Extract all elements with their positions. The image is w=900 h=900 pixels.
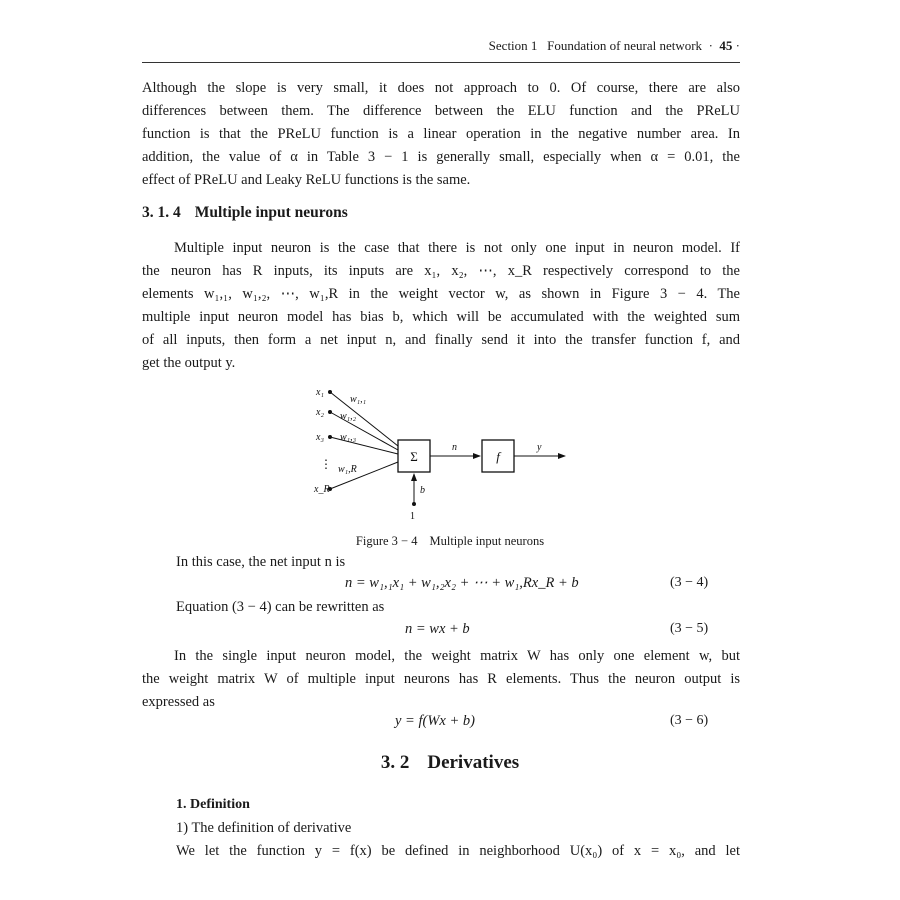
text-rewritten: Equation (3 − 4) can be rewritten as [176, 599, 385, 615]
text-line: Multiple input neuron is the case that there is not only one input in neuron model. If [174, 240, 740, 256]
input-label-x1: x₁ [316, 387, 324, 398]
page-number: 45 [719, 38, 733, 53]
text-line: get the output y. [142, 355, 236, 371]
equation-3-4: n = w₁,₁x₁ + w₁,₂x₂ + ⋯ + w₁,Rx_R + b [345, 575, 579, 591]
text-line: multiple input neuron model has bias b, which will be accumulated with the weighted sum [142, 309, 740, 325]
figure-caption-label: Figure 3 − 4 [355, 534, 418, 548]
input-label-x3: x₃ [316, 432, 324, 443]
section-heading [0, 752, 900, 774]
header-chapter-title: Foundation of neural network [547, 38, 703, 53]
header-rule [142, 62, 740, 63]
weight-label: w₁,R [338, 464, 357, 475]
definition-heading: 1. Definition [176, 797, 250, 812]
text-line: effect of PReLU and Leaky ReLU functions is the same. [142, 172, 471, 188]
weight-label: w₁,₃ [340, 432, 357, 443]
figure-caption [0, 534, 900, 549]
header-section: Section 1 [488, 38, 538, 53]
equation-3-5: n = wx + b [405, 621, 470, 637]
output-label: y [537, 442, 542, 453]
definition-subheading: 1) The definition of derivative [176, 820, 352, 836]
text-line: addition, the value of α in Table 3 − 1 is generally small, especially when α = 0.01, the [142, 149, 740, 165]
text-line: the neuron has R inputs, its inputs are x₁, x₂, ⋯, x_R respectively correspond to the [142, 263, 740, 279]
text-line: elements w₁,₁, w₁,₂, ⋯, w₁,R in the weight vector w, as shown in Figure 3 − 4. The [142, 286, 740, 302]
section-title: Derivatives [427, 752, 520, 773]
equation-number: (3 − 4) [670, 575, 709, 590]
section-number: 3. 2 [380, 752, 410, 773]
weight-label: w₁,₂ [340, 411, 357, 422]
subsection-title: Multiple input neurons [194, 204, 348, 221]
input-label-xr: x_R [314, 484, 330, 495]
text-net-input: In this case, the net input n is [176, 554, 346, 570]
text-line: of all inputs, then form a net input n, and finally send it into the transfer function f, and [142, 332, 740, 348]
input-ellipsis: ⋮ [320, 457, 332, 471]
single-input-paragraph [142, 645, 740, 714]
bias-input-label: 1 [410, 511, 415, 522]
transfer-symbol: f [496, 449, 500, 464]
equation-3-6: y = f(Wx + b) [395, 713, 475, 729]
text-line: the weight matrix W of multiple input neurons has R elements. Thus the neuron output is [142, 671, 740, 687]
bias-node [412, 502, 416, 506]
sigma-symbol: Σ [410, 449, 418, 464]
equation-number: (3 − 5) [670, 621, 709, 636]
text-line: In the single input neuron model, the weight matrix W has only one element w, but [174, 648, 740, 664]
text-line: expressed as [142, 694, 215, 710]
equation-number: (3 − 6) [670, 713, 709, 728]
input-label-x2: x₂ [316, 407, 324, 418]
figure-caption-text: Multiple input neurons [429, 534, 545, 548]
text-line: differences between them. The difference between the ELU function and the PReLU [142, 103, 740, 119]
text-line: Although the slope is very small, it does not approach to 0. Of course, there are also [142, 80, 740, 96]
bias-label: b [420, 485, 425, 496]
body-paragraph [142, 237, 740, 375]
subsection-heading [142, 204, 348, 222]
running-header: Section 1 Foundation of neural network · 45 · [488, 38, 740, 53]
neuron-diagram [300, 382, 600, 527]
net-label: n [452, 442, 457, 453]
text-line: function is that the PReLU function is a linear operation in the negative number area. In [142, 126, 740, 142]
intro-paragraph [142, 77, 740, 192]
subsection-number: 3. 1. 4 [142, 204, 181, 221]
weight-label: w₁,₁ [350, 394, 367, 405]
definition-text: We let the function y = f(x) be defined in neighborhood U(x₀) of x = x₀, and let [176, 843, 740, 859]
